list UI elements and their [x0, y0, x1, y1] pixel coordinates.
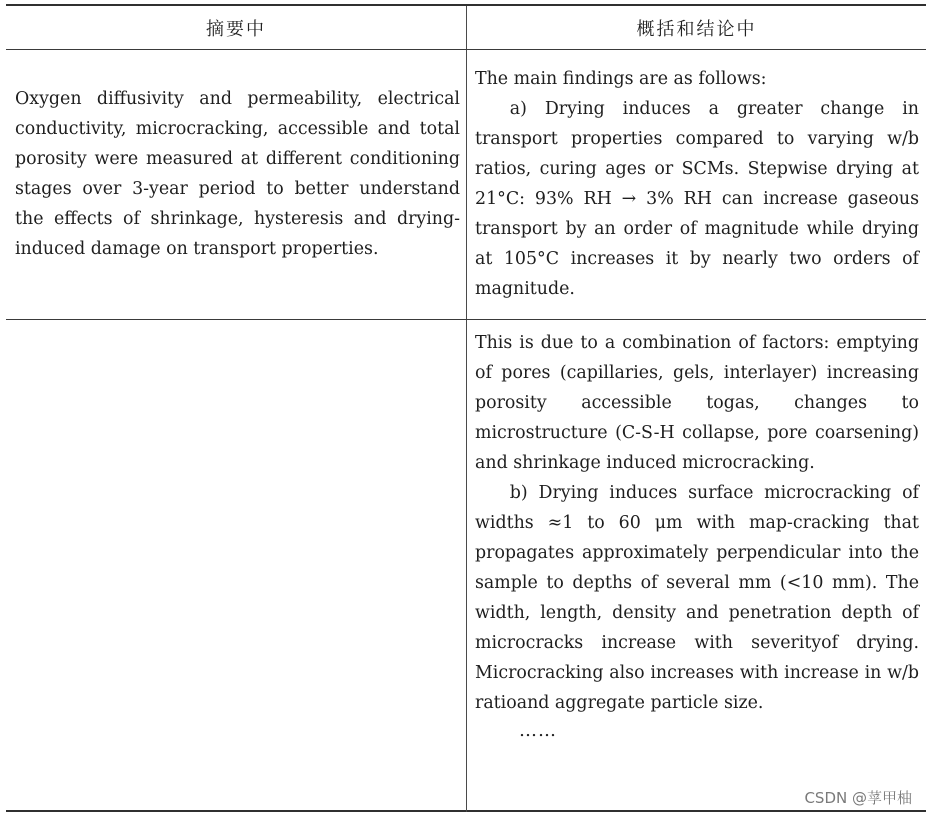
header-summary-conclusion: 概括和结论中 — [466, 6, 926, 49]
finding-a: a) Drying induces a greater change in transport properties compared to varying w/b ratios, curing ages or SCMs. Stepwise drying at 21°C: 93% RH → 3% RH can increase gaseous transport by an order of magnitude while drying at 105°C increases it by nearly two orders of magnitude. — [475, 99, 919, 299]
continuation-ellipsis: …… — [519, 720, 557, 741]
table-row — [6, 50, 926, 320]
abstract-cell-empty — [6, 320, 466, 812]
table-header-row — [6, 6, 926, 50]
csdn-watermark: CSDN @莩甲柚 — [804, 789, 912, 807]
finding-b: b) Drying induces surface microcracking of widths ≈1 to 60 μm with map-cracking that propagates approximately perpendicular into the sample to depths of several mm (<10 mm). The width, length, density and penetration depth of microcracks increase with severityof drying. Microcracking also increases with increase in w/b ratioand aggregate particle size. — [475, 483, 919, 713]
comparison-table — [6, 4, 926, 812]
conclusion-cell — [466, 50, 926, 319]
factors-explanation: This is due to a combination of factors: emptying of pores (capillaries, gels, interlayer) increasing porosity accessible togas, changes to microstructure (C-S-H collapse, pore coarsening) and shrinkage induced microcracking. — [475, 333, 919, 473]
abstract-cell — [6, 50, 466, 319]
abstract-text: Oxygen diffusivity and permeability, electrical conductivity, microcracking, accessible and total porosity were measured at different conditioning stages over 3-year period to better understand the effects of shrinkage, hysteresis and drying-induced damage on transport properties. — [15, 89, 460, 259]
header-abstract: 摘要中 — [206, 18, 266, 40]
conclusion-text-block — [475, 64, 919, 304]
findings-intro: The main findings are as follows: — [475, 69, 767, 89]
conclusion-cell — [466, 320, 926, 812]
conclusion-text-block — [475, 328, 919, 744]
table-row — [6, 320, 926, 812]
